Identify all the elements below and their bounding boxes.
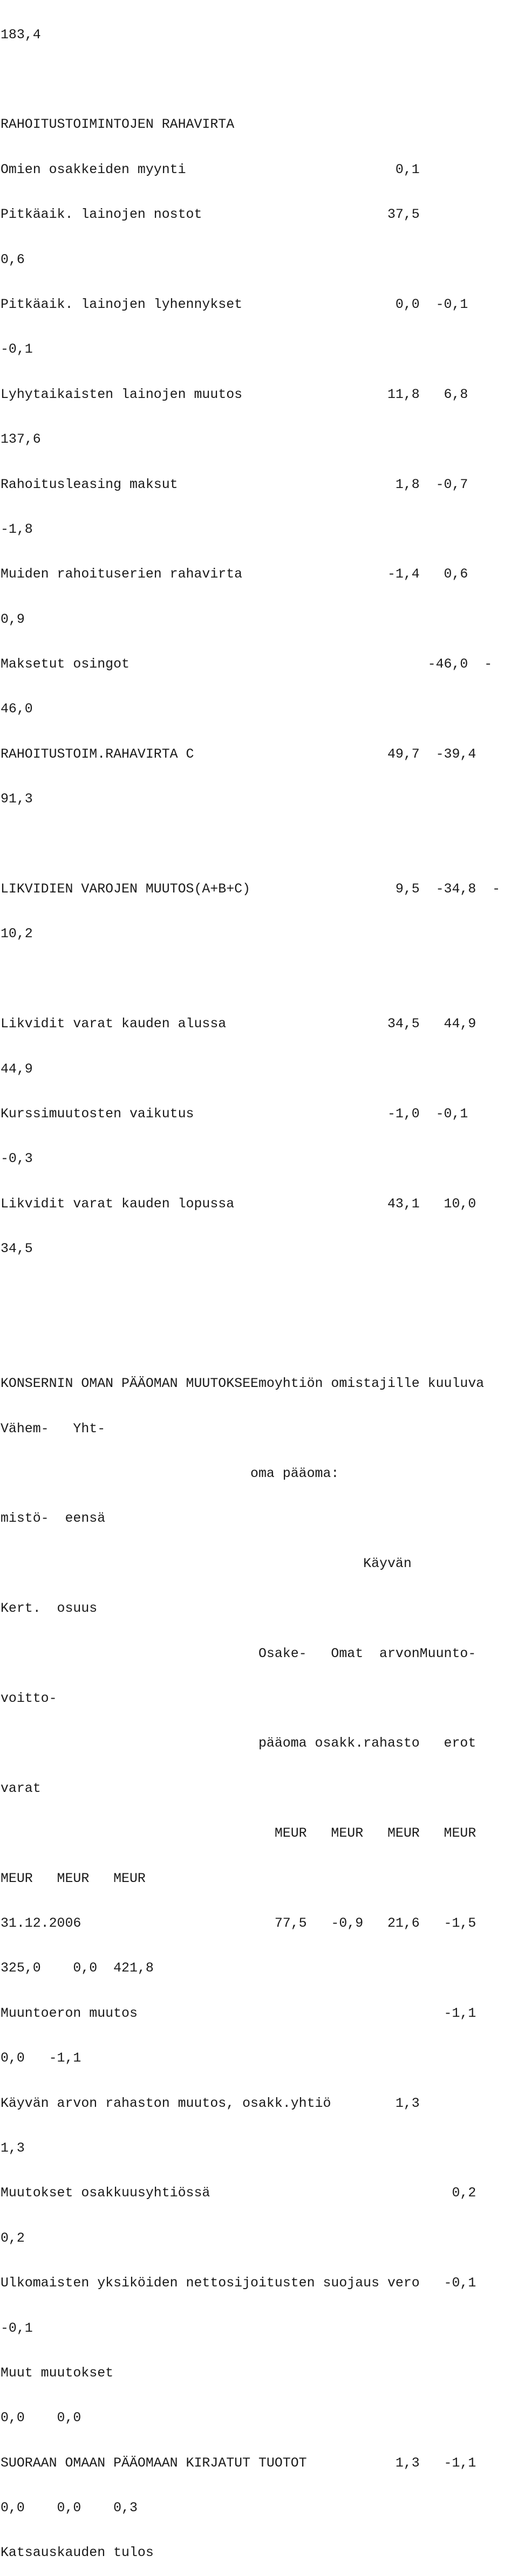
text-line: 44,9 xyxy=(1,1061,33,1077)
financial-statement-text xyxy=(1,0,516,2576)
text-line: oma pääoma: xyxy=(1,1466,339,1482)
text-line: 31.12.2006 77,5 -0,9 21,6 -1,5 xyxy=(1,1916,476,1931)
text-line: -0,3 xyxy=(1,1151,33,1167)
text-line: Pitkäaik. lainojen nostot 37,5 xyxy=(1,207,420,223)
text-line: Käyvän xyxy=(1,1556,412,1571)
text-line: SUORAAN OMAAN PÄÄOMAAN KIRJATUT TUOTOT 1,3 -1,1 xyxy=(1,2455,476,2471)
text-line: MEUR MEUR MEUR xyxy=(1,1871,146,1886)
text-line: RAHOITUSTOIM.RAHAVIRTA C 49,7 -39,4 xyxy=(1,746,476,762)
text-line: LIKVIDIEN VAROJEN MUUTOS(A+B+C) 9,5 -34,8 - xyxy=(1,882,501,897)
text-line: 137,6 xyxy=(1,432,41,448)
text-line: mistö- eensä xyxy=(1,1511,106,1527)
text-line: Muuntoeron muutos -1,1 xyxy=(1,2005,476,2021)
text-line: Likvidit varat kauden lopussa 43,1 10,0 xyxy=(1,1196,476,1212)
text-line: Kert. osuus xyxy=(1,1601,98,1617)
text-line: Rahoitusleasing maksut 1,8 -0,7 xyxy=(1,477,468,492)
text-line: 325,0 0,0 421,8 xyxy=(1,1961,154,1976)
text-line: Osake- Omat arvonMuunto- xyxy=(1,1646,476,1661)
text-line: Ulkomaisten yksiköiden nettosijoitusten suojaus vero -0,1 xyxy=(1,2276,476,2291)
text-line: Omien osakkeiden myynti 0,1 xyxy=(1,162,420,177)
text-line: Muutokset osakkuusyhtiössä 0,2 xyxy=(1,2186,476,2201)
text-line xyxy=(1,972,516,987)
text-line: Maksetut osingot -46,0 - xyxy=(1,657,493,672)
text-line: 0,6 xyxy=(1,252,25,267)
text-line: Käyvän arvon rahaston muutos, osakk.yhtiö 1,3 xyxy=(1,2096,420,2111)
text-line xyxy=(1,73,516,88)
text-line: Pitkäaik. lainojen lyhennykset 0,0 -0,1 xyxy=(1,297,468,312)
text-line: Muiden rahoituserien rahavirta -1,4 0,6 xyxy=(1,567,468,582)
text-line: 0,2 xyxy=(1,2230,25,2246)
section-heading: KONSERNIN OMAN PÄÄOMAN MUUTOKSEEmoyhtiön omistajille kuuluva xyxy=(1,1376,485,1392)
text-line: 0,9 xyxy=(1,612,25,627)
text-line: 91,3 xyxy=(1,792,33,807)
text-line: 34,5 xyxy=(1,1241,33,1257)
text-line: -0,1 xyxy=(1,2320,33,2336)
text-line: voitto- xyxy=(1,1691,57,1707)
text-line: Lyhytaikaisten lainojen muutos 11,8 6,8 xyxy=(1,387,468,402)
section-heading: RAHOITUSTOIMINTOJEN RAHAVIRTA xyxy=(1,117,235,133)
text-line: 0,0 0,0 xyxy=(1,2410,81,2426)
text-line: 0,0 -1,1 xyxy=(1,2051,81,2066)
text-line: 10,2 xyxy=(1,926,33,942)
text-line xyxy=(1,837,516,853)
text-line xyxy=(1,1287,516,1302)
text-line: Vähem- Yht- xyxy=(1,1421,106,1437)
text-line: Katsauskauden tulos xyxy=(1,2545,154,2561)
text-line: -0,1 xyxy=(1,342,33,358)
text-line: 183,4 xyxy=(1,27,41,43)
text-line: Likvidit varat kauden alussa 34,5 44,9 xyxy=(1,1016,476,1032)
text-line: 1,3 xyxy=(1,2140,25,2156)
text-line: Muut muutokset xyxy=(1,2365,114,2381)
text-line: pääoma osakk.rahasto erot xyxy=(1,1736,476,1751)
text-line xyxy=(1,1332,516,1347)
text-line: 46,0 xyxy=(1,702,33,717)
text-line: Kurssimuutosten vaikutus -1,0 -0,1 xyxy=(1,1106,468,1122)
text-line: 0,0 0,0 0,3 xyxy=(1,2501,138,2516)
text-line: MEUR MEUR MEUR MEUR xyxy=(1,1826,476,1842)
text-line: varat xyxy=(1,1781,41,1796)
text-line: -1,8 xyxy=(1,521,33,537)
